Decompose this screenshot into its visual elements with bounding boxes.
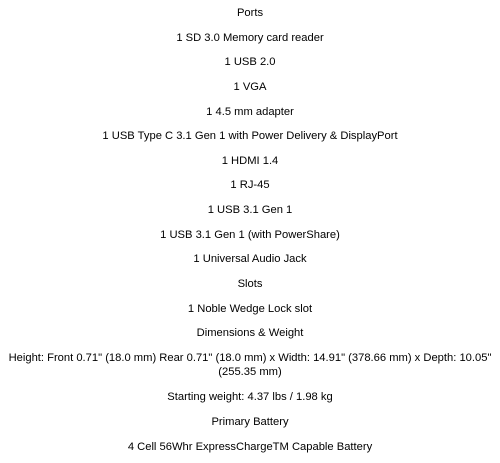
- spec-item: 1 4.5 mm adapter: [206, 106, 294, 118]
- spec-item-battery: 4 Cell 56Whr ExpressChargeTM Capable Battery: [127, 441, 373, 453]
- section-heading-ports: Ports: [236, 7, 264, 19]
- spec-item: 1 Universal Audio Jack: [193, 253, 307, 265]
- spec-item: 1 USB 3.1 Gen 1 (with PowerShare): [160, 229, 340, 241]
- spec-item: 1 SD 3.0 Memory card reader: [176, 32, 324, 44]
- section-heading-dimensions-weight: Dimensions & Weight: [196, 327, 304, 339]
- spec-item: 1 HDMI 1.4: [221, 155, 279, 167]
- spec-item-dimensions: Height: Front 0.71" (18.0 mm) Rear 0.71" (18.0 mm) x Width: 14.91" (378.66 mm) x Depth: 10.05" (255.35 mm): [8, 352, 492, 378]
- spec-item: 1 VGA: [233, 81, 267, 93]
- spec-item: 1 RJ-45: [230, 179, 270, 191]
- spec-item: 1 USB 2.0: [224, 56, 276, 68]
- spec-item-weight: Starting weight: 4.37 lbs / 1.98 kg: [167, 391, 333, 403]
- section-heading-primary-battery: Primary Battery: [211, 416, 289, 428]
- section-heading-slots: Slots: [237, 278, 263, 290]
- spec-item: 1 Noble Wedge Lock slot: [187, 303, 313, 315]
- spec-item: 1 USB 3.1 Gen 1: [207, 204, 293, 216]
- spec-item: 1 USB Type C 3.1 Gen 1 with Power Delivery & DisplayPort: [102, 130, 398, 142]
